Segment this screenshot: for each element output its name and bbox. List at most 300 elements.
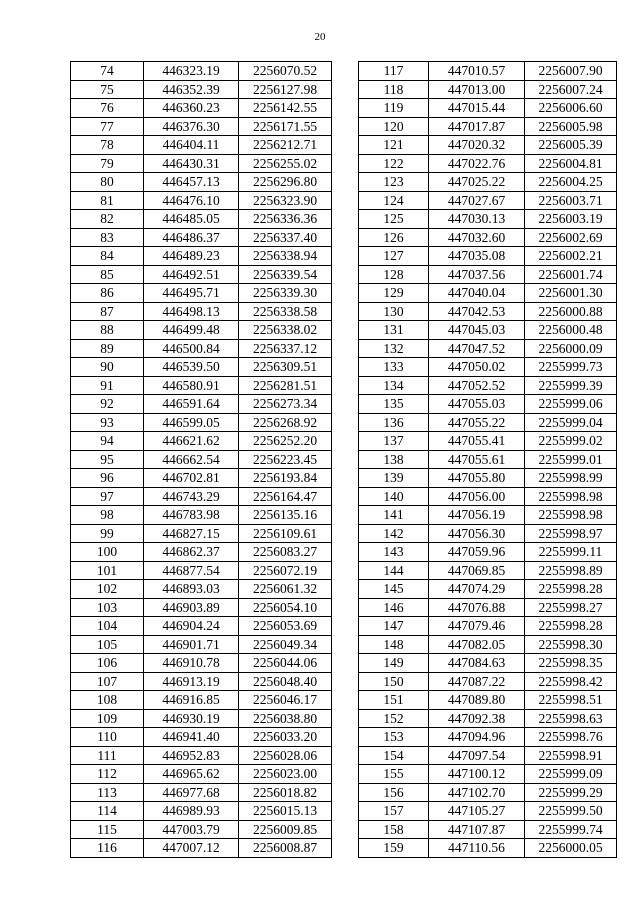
- point-number-cell: 145: [359, 580, 429, 599]
- y-coordinate-cell: 2255998.28: [525, 580, 617, 599]
- point-number-cell: 150: [359, 672, 429, 691]
- x-coordinate-cell: 447074.29: [429, 580, 525, 599]
- table-row: [71, 265, 332, 284]
- x-coordinate-cell: 447025.22: [429, 173, 525, 192]
- x-coordinate-cell: 447069.85: [429, 561, 525, 580]
- coordinate-table-right: [358, 61, 617, 858]
- table-row: [359, 321, 617, 340]
- point-number-cell: 156: [359, 783, 429, 802]
- y-coordinate-cell: 2256015.13: [239, 802, 332, 821]
- table-row: [359, 635, 617, 654]
- x-coordinate-cell: 447007.12: [144, 839, 239, 858]
- y-coordinate-cell: 2255998.42: [525, 672, 617, 691]
- y-coordinate-cell: 2256002.21: [525, 247, 617, 266]
- table-row: [71, 524, 332, 543]
- y-coordinate-cell: 2255998.99: [525, 469, 617, 488]
- y-coordinate-cell: 2255999.02: [525, 432, 617, 451]
- y-coordinate-cell: 2255998.91: [525, 746, 617, 765]
- y-coordinate-cell: 2256338.58: [239, 302, 332, 321]
- point-number-cell: 79: [71, 154, 144, 173]
- point-number-cell: 140: [359, 487, 429, 506]
- point-number-cell: 102: [71, 580, 144, 599]
- x-coordinate-cell: 446323.19: [144, 62, 239, 81]
- y-coordinate-cell: 2255999.11: [525, 543, 617, 562]
- point-number-cell: 144: [359, 561, 429, 580]
- y-coordinate-cell: 2256296.80: [239, 173, 332, 192]
- table-row: [71, 783, 332, 802]
- table-row: [359, 80, 617, 99]
- x-coordinate-cell: 446910.78: [144, 654, 239, 673]
- x-coordinate-cell: 446352.39: [144, 80, 239, 99]
- x-coordinate-cell: 447042.53: [429, 302, 525, 321]
- x-coordinate-cell: 447022.76: [429, 154, 525, 173]
- y-coordinate-cell: 2256023.00: [239, 765, 332, 784]
- table-row: [359, 413, 617, 432]
- table-row: [359, 154, 617, 173]
- x-coordinate-cell: 446404.11: [144, 136, 239, 155]
- table-row: [71, 358, 332, 377]
- point-number-cell: 154: [359, 746, 429, 765]
- x-coordinate-cell: 447052.52: [429, 376, 525, 395]
- table-row: [359, 654, 617, 673]
- x-coordinate-cell: 446360.23: [144, 99, 239, 118]
- point-number-cell: 111: [71, 746, 144, 765]
- point-number-cell: 94: [71, 432, 144, 451]
- point-number-cell: 95: [71, 450, 144, 469]
- table-row: [359, 450, 617, 469]
- point-number-cell: 81: [71, 191, 144, 210]
- x-coordinate-cell: 447020.32: [429, 136, 525, 155]
- point-number-cell: 113: [71, 783, 144, 802]
- x-coordinate-cell: 447110.56: [429, 839, 525, 858]
- point-number-cell: 93: [71, 413, 144, 432]
- x-coordinate-cell: 447055.22: [429, 413, 525, 432]
- y-coordinate-cell: 2255998.30: [525, 635, 617, 654]
- table-row: [359, 358, 617, 377]
- point-number-cell: 149: [359, 654, 429, 673]
- x-coordinate-cell: 446621.62: [144, 432, 239, 451]
- y-coordinate-cell: 2255999.01: [525, 450, 617, 469]
- table-row: [71, 728, 332, 747]
- page-number: 20: [314, 31, 326, 43]
- point-number-cell: 85: [71, 265, 144, 284]
- x-coordinate-cell: 447045.03: [429, 321, 525, 340]
- table-row: [71, 284, 332, 303]
- y-coordinate-cell: 2255999.74: [525, 820, 617, 839]
- point-number-cell: 118: [359, 80, 429, 99]
- table-row: [71, 617, 332, 636]
- y-coordinate-cell: 2256001.74: [525, 265, 617, 284]
- x-coordinate-cell: 446662.54: [144, 450, 239, 469]
- table-row: [359, 746, 617, 765]
- table-row: [359, 247, 617, 266]
- x-coordinate-cell: 446930.19: [144, 709, 239, 728]
- point-number-cell: 92: [71, 395, 144, 414]
- point-number-cell: 86: [71, 284, 144, 303]
- table-row: [71, 691, 332, 710]
- point-number-cell: 88: [71, 321, 144, 340]
- point-number-cell: 76: [71, 99, 144, 118]
- table-row: [71, 487, 332, 506]
- x-coordinate-cell: 447055.03: [429, 395, 525, 414]
- y-coordinate-cell: 2256038.80: [239, 709, 332, 728]
- table-row: [71, 820, 332, 839]
- y-coordinate-cell: 2256004.81: [525, 154, 617, 173]
- x-coordinate-cell: 447055.41: [429, 432, 525, 451]
- point-number-cell: 143: [359, 543, 429, 562]
- x-coordinate-cell: 446486.37: [144, 228, 239, 247]
- table-row: [71, 635, 332, 654]
- x-coordinate-cell: 446989.93: [144, 802, 239, 821]
- y-coordinate-cell: 2255998.27: [525, 598, 617, 617]
- table-row: [71, 469, 332, 488]
- table-row: [71, 450, 332, 469]
- x-coordinate-cell: 446702.81: [144, 469, 239, 488]
- x-coordinate-cell: 446498.13: [144, 302, 239, 321]
- x-coordinate-cell: 447055.61: [429, 450, 525, 469]
- point-number-cell: 142: [359, 524, 429, 543]
- table-row: [359, 228, 617, 247]
- table-row: [71, 154, 332, 173]
- y-coordinate-cell: 2256273.34: [239, 395, 332, 414]
- table-row: [359, 302, 617, 321]
- point-number-cell: 74: [71, 62, 144, 81]
- y-coordinate-cell: 2255998.98: [525, 506, 617, 525]
- point-number-cell: 152: [359, 709, 429, 728]
- x-coordinate-cell: 446877.54: [144, 561, 239, 580]
- point-number-cell: 138: [359, 450, 429, 469]
- point-number-cell: 148: [359, 635, 429, 654]
- point-number-cell: 123: [359, 173, 429, 192]
- point-number-cell: 137: [359, 432, 429, 451]
- table-row: [71, 191, 332, 210]
- y-coordinate-cell: 2255999.06: [525, 395, 617, 414]
- y-coordinate-cell: 2256223.45: [239, 450, 332, 469]
- point-number-cell: 131: [359, 321, 429, 340]
- table-row: [71, 228, 332, 247]
- table-row: [71, 80, 332, 99]
- point-number-cell: 112: [71, 765, 144, 784]
- y-coordinate-cell: 2256000.88: [525, 302, 617, 321]
- table-row: [71, 302, 332, 321]
- x-coordinate-cell: 447056.30: [429, 524, 525, 543]
- point-number-cell: 91: [71, 376, 144, 395]
- point-number-cell: 151: [359, 691, 429, 710]
- y-coordinate-cell: 2256339.30: [239, 284, 332, 303]
- y-coordinate-cell: 2255999.09: [525, 765, 617, 784]
- point-number-cell: 97: [71, 487, 144, 506]
- x-coordinate-cell: 447027.67: [429, 191, 525, 210]
- y-coordinate-cell: 2256337.12: [239, 339, 332, 358]
- x-coordinate-cell: 446913.19: [144, 672, 239, 691]
- point-number-cell: 83: [71, 228, 144, 247]
- y-coordinate-cell: 2256005.98: [525, 117, 617, 136]
- table-row: [359, 487, 617, 506]
- y-coordinate-cell: 2255998.28: [525, 617, 617, 636]
- point-number-cell: 109: [71, 709, 144, 728]
- x-coordinate-cell: 447035.08: [429, 247, 525, 266]
- table-row: [71, 654, 332, 673]
- point-number-cell: 117: [359, 62, 429, 81]
- y-coordinate-cell: 2256255.02: [239, 154, 332, 173]
- point-number-cell: 130: [359, 302, 429, 321]
- y-coordinate-cell: 2256339.54: [239, 265, 332, 284]
- x-coordinate-cell: 447013.00: [429, 80, 525, 99]
- table-row: [71, 839, 332, 858]
- point-number-cell: 114: [71, 802, 144, 821]
- point-number-cell: 146: [359, 598, 429, 617]
- y-coordinate-cell: 2255998.35: [525, 654, 617, 673]
- point-number-cell: 106: [71, 654, 144, 673]
- x-coordinate-cell: 446903.89: [144, 598, 239, 617]
- table-row: [359, 506, 617, 525]
- x-coordinate-cell: 447094.96: [429, 728, 525, 747]
- x-coordinate-cell: 446783.98: [144, 506, 239, 525]
- table-row: [359, 728, 617, 747]
- point-number-cell: 82: [71, 210, 144, 229]
- x-coordinate-cell: 447032.60: [429, 228, 525, 247]
- y-coordinate-cell: 2256007.90: [525, 62, 617, 81]
- x-coordinate-cell: 446430.31: [144, 154, 239, 173]
- x-coordinate-cell: 446539.50: [144, 358, 239, 377]
- y-coordinate-cell: 2255998.89: [525, 561, 617, 580]
- point-number-cell: 100: [71, 543, 144, 562]
- x-coordinate-cell: 447102.70: [429, 783, 525, 802]
- y-coordinate-cell: 2256281.51: [239, 376, 332, 395]
- point-number-cell: 89: [71, 339, 144, 358]
- table-row: [71, 709, 332, 728]
- point-number-cell: 75: [71, 80, 144, 99]
- point-number-cell: 139: [359, 469, 429, 488]
- point-number-cell: 115: [71, 820, 144, 839]
- x-coordinate-cell: 447056.00: [429, 487, 525, 506]
- x-coordinate-cell: 446904.24: [144, 617, 239, 636]
- y-coordinate-cell: 2256000.09: [525, 339, 617, 358]
- x-coordinate-cell: 447059.96: [429, 543, 525, 562]
- y-coordinate-cell: 2256337.40: [239, 228, 332, 247]
- y-coordinate-cell: 2256003.71: [525, 191, 617, 210]
- table-row: [359, 432, 617, 451]
- point-number-cell: 87: [71, 302, 144, 321]
- table-row: [71, 561, 332, 580]
- point-number-cell: 134: [359, 376, 429, 395]
- x-coordinate-cell: 447047.52: [429, 339, 525, 358]
- table-row: [359, 173, 617, 192]
- point-number-cell: 135: [359, 395, 429, 414]
- x-coordinate-cell: 446599.05: [144, 413, 239, 432]
- table-row: [359, 99, 617, 118]
- point-number-cell: 155: [359, 765, 429, 784]
- table-row: [359, 395, 617, 414]
- y-coordinate-cell: 2256109.61: [239, 524, 332, 543]
- table-row: [359, 820, 617, 839]
- table-row: [359, 339, 617, 358]
- table-row: [71, 339, 332, 358]
- table-row: [71, 802, 332, 821]
- x-coordinate-cell: 447037.56: [429, 265, 525, 284]
- y-coordinate-cell: 2256000.05: [525, 839, 617, 858]
- y-coordinate-cell: 2255999.29: [525, 783, 617, 802]
- point-number-cell: 108: [71, 691, 144, 710]
- x-coordinate-cell: 446476.10: [144, 191, 239, 210]
- x-coordinate-cell: 447056.19: [429, 506, 525, 525]
- table-row: [359, 117, 617, 136]
- table-row: [71, 376, 332, 395]
- y-coordinate-cell: 2256046.17: [239, 691, 332, 710]
- point-number-cell: 96: [71, 469, 144, 488]
- table-row: [359, 191, 617, 210]
- table-row: [71, 173, 332, 192]
- x-coordinate-cell: 447050.02: [429, 358, 525, 377]
- x-coordinate-cell: 447055.80: [429, 469, 525, 488]
- y-coordinate-cell: 2256054.10: [239, 598, 332, 617]
- point-number-cell: 128: [359, 265, 429, 284]
- y-coordinate-cell: 2256135.16: [239, 506, 332, 525]
- x-coordinate-cell: 447107.87: [429, 820, 525, 839]
- x-coordinate-cell: 447084.63: [429, 654, 525, 673]
- point-number-cell: 77: [71, 117, 144, 136]
- x-coordinate-cell: 446485.05: [144, 210, 239, 229]
- x-coordinate-cell: 447097.54: [429, 746, 525, 765]
- table-row: [71, 395, 332, 414]
- y-coordinate-cell: 2256083.27: [239, 543, 332, 562]
- point-number-cell: 104: [71, 617, 144, 636]
- y-coordinate-cell: 2256309.51: [239, 358, 332, 377]
- y-coordinate-cell: 2256001.30: [525, 284, 617, 303]
- point-number-cell: 158: [359, 820, 429, 839]
- point-number-cell: 127: [359, 247, 429, 266]
- point-number-cell: 116: [71, 839, 144, 858]
- point-number-cell: 124: [359, 191, 429, 210]
- point-number-cell: 98: [71, 506, 144, 525]
- x-coordinate-cell: 446580.91: [144, 376, 239, 395]
- point-number-cell: 78: [71, 136, 144, 155]
- table-row: [71, 765, 332, 784]
- x-coordinate-cell: 447030.13: [429, 210, 525, 229]
- table-row: [359, 136, 617, 155]
- y-coordinate-cell: 2256164.47: [239, 487, 332, 506]
- table-row: [359, 672, 617, 691]
- y-coordinate-cell: 2256033.20: [239, 728, 332, 747]
- table-row: [71, 136, 332, 155]
- x-coordinate-cell: 446499.48: [144, 321, 239, 340]
- x-coordinate-cell: 446941.40: [144, 728, 239, 747]
- x-coordinate-cell: 446965.62: [144, 765, 239, 784]
- x-coordinate-cell: 446500.84: [144, 339, 239, 358]
- coordinate-table-left: [70, 61, 332, 858]
- y-coordinate-cell: 2256338.02: [239, 321, 332, 340]
- point-number-cell: 133: [359, 358, 429, 377]
- point-number-cell: 125: [359, 210, 429, 229]
- point-number-cell: 110: [71, 728, 144, 747]
- table-row: [71, 117, 332, 136]
- point-number-cell: 105: [71, 635, 144, 654]
- y-coordinate-cell: 2256004.25: [525, 173, 617, 192]
- table-row: [71, 210, 332, 229]
- y-coordinate-cell: 2256323.90: [239, 191, 332, 210]
- table-row: [71, 672, 332, 691]
- y-coordinate-cell: 2256268.92: [239, 413, 332, 432]
- x-coordinate-cell: 446827.15: [144, 524, 239, 543]
- table-row: [71, 432, 332, 451]
- x-coordinate-cell: 447089.80: [429, 691, 525, 710]
- table-row: [71, 247, 332, 266]
- table-row: [71, 580, 332, 599]
- table-row: [71, 99, 332, 118]
- y-coordinate-cell: 2255998.76: [525, 728, 617, 747]
- y-coordinate-cell: 2256005.39: [525, 136, 617, 155]
- y-coordinate-cell: 2255999.73: [525, 358, 617, 377]
- table-row: [359, 617, 617, 636]
- table-row: [71, 413, 332, 432]
- y-coordinate-cell: 2256048.40: [239, 672, 332, 691]
- x-coordinate-cell: 447015.44: [429, 99, 525, 118]
- table-row: [359, 524, 617, 543]
- y-coordinate-cell: 2256009.85: [239, 820, 332, 839]
- point-number-cell: 141: [359, 506, 429, 525]
- point-number-cell: 90: [71, 358, 144, 377]
- point-number-cell: 84: [71, 247, 144, 266]
- y-coordinate-cell: 2256252.20: [239, 432, 332, 451]
- y-coordinate-cell: 2255998.51: [525, 691, 617, 710]
- table-row: [359, 598, 617, 617]
- point-number-cell: 159: [359, 839, 429, 858]
- point-number-cell: 101: [71, 561, 144, 580]
- table-row: [359, 580, 617, 599]
- x-coordinate-cell: 446457.13: [144, 173, 239, 192]
- x-coordinate-cell: 447105.27: [429, 802, 525, 821]
- point-number-cell: 132: [359, 339, 429, 358]
- x-coordinate-cell: 446893.03: [144, 580, 239, 599]
- table-row: [359, 561, 617, 580]
- table-row: [359, 210, 617, 229]
- table-row: [71, 598, 332, 617]
- point-number-cell: 107: [71, 672, 144, 691]
- y-coordinate-cell: 2256127.98: [239, 80, 332, 99]
- y-coordinate-cell: 2255999.50: [525, 802, 617, 821]
- point-number-cell: 129: [359, 284, 429, 303]
- y-coordinate-cell: 2256006.60: [525, 99, 617, 118]
- point-number-cell: 136: [359, 413, 429, 432]
- y-coordinate-cell: 2256049.34: [239, 635, 332, 654]
- point-number-cell: 126: [359, 228, 429, 247]
- x-coordinate-cell: 446862.37: [144, 543, 239, 562]
- point-number-cell: 119: [359, 99, 429, 118]
- y-coordinate-cell: 2255998.98: [525, 487, 617, 506]
- y-coordinate-cell: 2256003.19: [525, 210, 617, 229]
- x-coordinate-cell: 447100.12: [429, 765, 525, 784]
- point-number-cell: 80: [71, 173, 144, 192]
- table-row: [359, 284, 617, 303]
- x-coordinate-cell: 446495.71: [144, 284, 239, 303]
- x-coordinate-cell: 447017.87: [429, 117, 525, 136]
- x-coordinate-cell: 447082.05: [429, 635, 525, 654]
- table-row: [359, 783, 617, 802]
- table-row: [359, 265, 617, 284]
- x-coordinate-cell: 446901.71: [144, 635, 239, 654]
- x-coordinate-cell: 446489.23: [144, 247, 239, 266]
- table-row: [359, 709, 617, 728]
- y-coordinate-cell: 2256002.69: [525, 228, 617, 247]
- y-coordinate-cell: 2256212.71: [239, 136, 332, 155]
- y-coordinate-cell: 2255998.63: [525, 709, 617, 728]
- table-row: [359, 62, 617, 81]
- x-coordinate-cell: 446492.51: [144, 265, 239, 284]
- table-row: [359, 543, 617, 562]
- point-number-cell: 122: [359, 154, 429, 173]
- x-coordinate-cell: 446952.83: [144, 746, 239, 765]
- x-coordinate-cell: 447079.46: [429, 617, 525, 636]
